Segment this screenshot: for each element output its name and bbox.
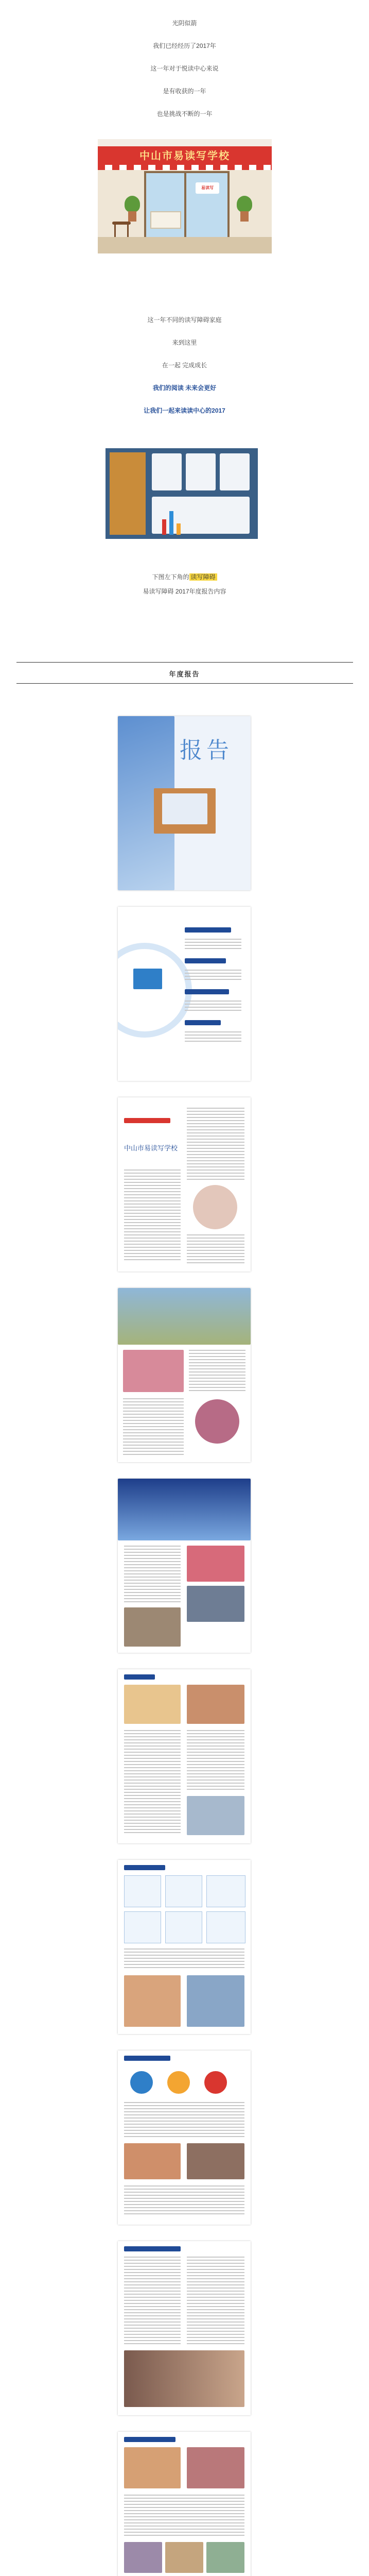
- report-page: [118, 1669, 251, 1843]
- report-page: [118, 1479, 251, 1653]
- section-rule-top: [16, 662, 353, 663]
- middle-line: 来到这里: [172, 339, 197, 346]
- middle-text: [0, 315, 369, 415]
- middle-line: 我们的阅读 未来会更好: [152, 384, 217, 392]
- storefront-illustration: [98, 139, 272, 253]
- report-page: [118, 1860, 251, 2034]
- caption-prefix: 下图左下角的: [152, 573, 189, 581]
- intro-text: [0, 19, 369, 118]
- report-page: 中山市易读写学校: [118, 1097, 251, 1272]
- report-page: [118, 907, 251, 1081]
- report-page: 报告: [118, 716, 251, 890]
- middle-line: 这一年不同的读写障碍家庭: [147, 316, 222, 324]
- preview-caption: [0, 572, 369, 597]
- intro-line: 光阴似箭: [172, 20, 197, 27]
- intro-line: 是有收获的一年: [163, 88, 206, 95]
- middle-line: 在一起 完成成长: [162, 362, 207, 369]
- intro-line: 我们已经经历了2017年: [153, 42, 216, 49]
- caption-highlight: 读写障碍: [189, 573, 217, 581]
- middle-line: 让我们一起来读读中心的2017: [144, 407, 225, 414]
- caption-line2: 易读写障碍 2017年度报告内容: [143, 588, 226, 595]
- report-page: [118, 2050, 251, 2225]
- section-title: 年度报告: [169, 670, 200, 678]
- report-page: [118, 2432, 251, 2576]
- storefront-sign: 中山市易读写学校: [98, 146, 272, 165]
- intro-line: 这一年对于悦读中心来说: [150, 65, 219, 72]
- section-rule-bottom: [16, 683, 353, 684]
- report-page: [118, 1288, 251, 1462]
- intro-line: 也是挑战不断的一年: [156, 110, 213, 117]
- report-page: [118, 2241, 251, 2415]
- report-preview-image: [106, 448, 258, 539]
- storefront-logo: 易读写: [196, 182, 219, 194]
